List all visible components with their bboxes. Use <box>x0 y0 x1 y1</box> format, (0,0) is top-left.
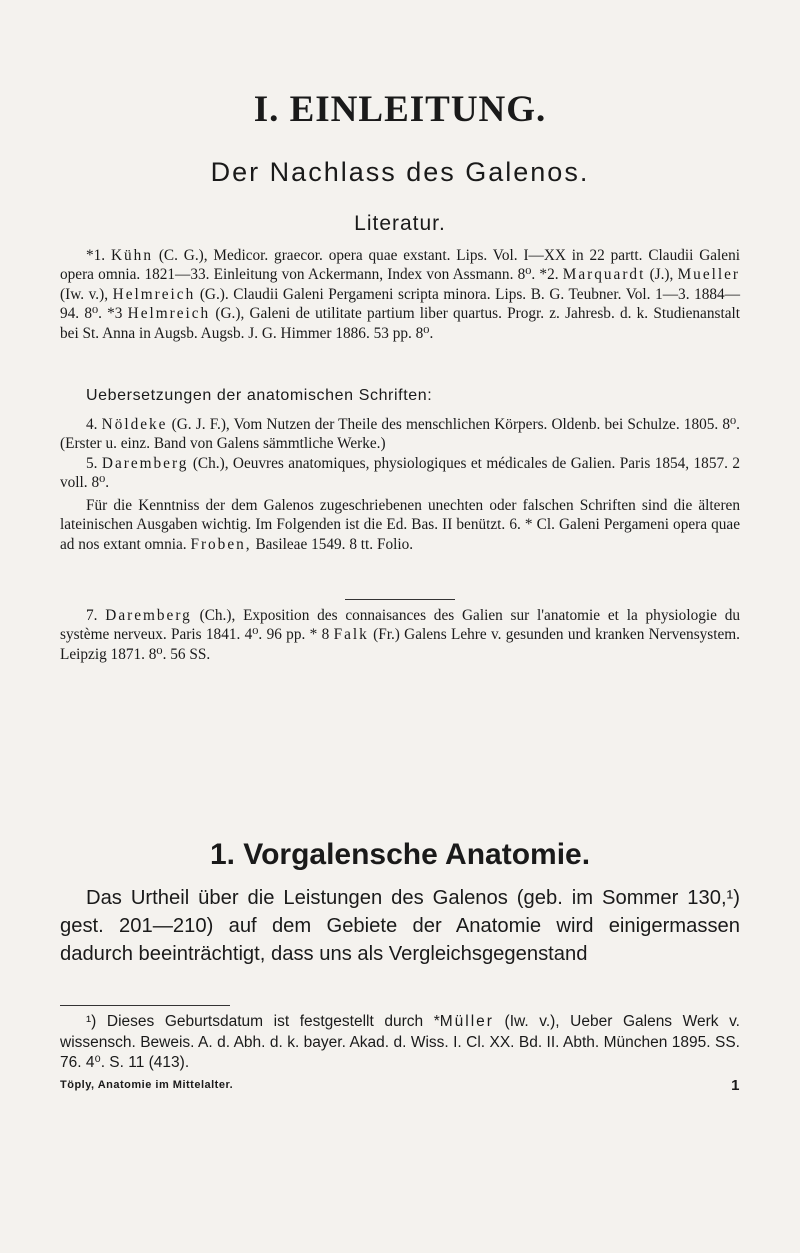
translations-list <box>60 415 740 493</box>
author-helmreich-2: Helmreich <box>127 305 211 323</box>
author-mueller: Mueller <box>677 266 741 284</box>
translation-entry-4: 4. Nöldeke (G. J. F.), Vom Nutzen der Theile des menschlichen Körpers. Oldenb. bei Schulze. 1805. 8⁰. (Erster u. einz. Band von Galens sämmtliche Werke.) <box>60 416 740 453</box>
literature-heading: Literatur. <box>354 212 446 235</box>
author-daremberg: Daremberg <box>101 454 189 472</box>
literature-list <box>60 246 740 343</box>
literature-entries-1-3: *1. Kühn (C. G.), Medicor. graecor. opera quae exstant. Lips. Vol. I—XX in 22 partt. Claudii Galeni opera omnia. 1821—33. Einleitung von Ackermann, Index von Assmann. 8⁰. *2. Marquardt (J.), Mueller (Iw. v.), Helmreich (G.). Claudii Galeni Pergameni scripta minora. Lips. B. G. Teubner. Vol. 1—3. 1884—94. 8⁰. *3 Helmreich (G.), Galeni de utilitate partium liber quartus. Progr. z. Jahresb. d. k. Studienanstalt bei St. Anna in Augsb. Augsb. J. G. Himmer 1886. 53 pp. 8⁰. <box>60 247 741 342</box>
running-footer: Töply, Anatomie im Mittelalter. 1 <box>60 1077 740 1094</box>
section-title: Der Nachlass des Galenos. <box>210 157 590 187</box>
document-page <box>60 0 740 1253</box>
body-text: Das Urtheil über die Leistungen des Galenos (geb. im Sommer 130,¹) gest. 201—210) auf dem Gebiete der Anatomie wird einigermassen dadurch beeinträchtigt, dass uns als Vergleichsgegenstand <box>60 887 740 965</box>
author-kuehn: Kühn <box>110 247 153 264</box>
translation-entry-5: 5. Daremberg (Ch.), Oeuvres anatomiques, physiologiques et médicales de Galien. Paris 1854, 1857. 2 voll. 8⁰. <box>60 454 741 492</box>
author-daremberg-2: Daremberg <box>105 607 192 624</box>
chapter-title: I. EINLEITUNG. <box>253 89 547 130</box>
footnote-rule <box>60 1005 230 1006</box>
author-mueller-2: Müller <box>439 1013 494 1030</box>
divider <box>345 599 455 600</box>
page-number: 1 <box>731 1077 740 1094</box>
translations-heading: Uebersetzungen der anatomischen Schriften: <box>86 387 433 404</box>
author-noeldeke: Nöldeke <box>101 416 168 433</box>
author-falk: Falk <box>333 626 369 644</box>
author-froben: Froben, <box>190 535 252 553</box>
author-marquardt: Marquardt <box>562 266 646 284</box>
note-paragraph: Für die Kenntniss der dem Galenos zugeschriebenen unechten oder falschen Schriften sind die älteren lateinischen Ausgaben wichtig. Im Folgenden ist die Ed. Bas. II benützt. 6. * Cl. Galeni Pergameni opera quae ad nos extant omnia. Froben, Basileae 1549. 8 tt. Folio. <box>60 497 740 553</box>
author-helmreich: Helmreich <box>112 285 196 303</box>
footnote: ¹) Dieses Geburtsdatum ist festgestellt durch *Müller (Iw. v.), Ueber Galens Werk v. wissensch. Beweis. A. d. Abh. d. k. bayer. Akad. d. Wiss. I. Cl. XX. Bd. II. Abth. München 1895. SS. 76. 4⁰. S. 11 (413). <box>60 1013 740 1071</box>
subsection-title: 1. Vorgalensche Anatomie. <box>209 838 591 871</box>
entry-7-paragraph: 7. Daremberg (Ch.), Exposition des connaisances des Galien sur l'anatomie et la physiologie du système nerveux. Paris 1841. 4⁰. 96 pp. * 8 Falk (Fr.) Galens Lehre v. gesunden und kranken Nervensystem. Leipzig 1871. 8⁰. 56 SS. <box>60 607 741 663</box>
